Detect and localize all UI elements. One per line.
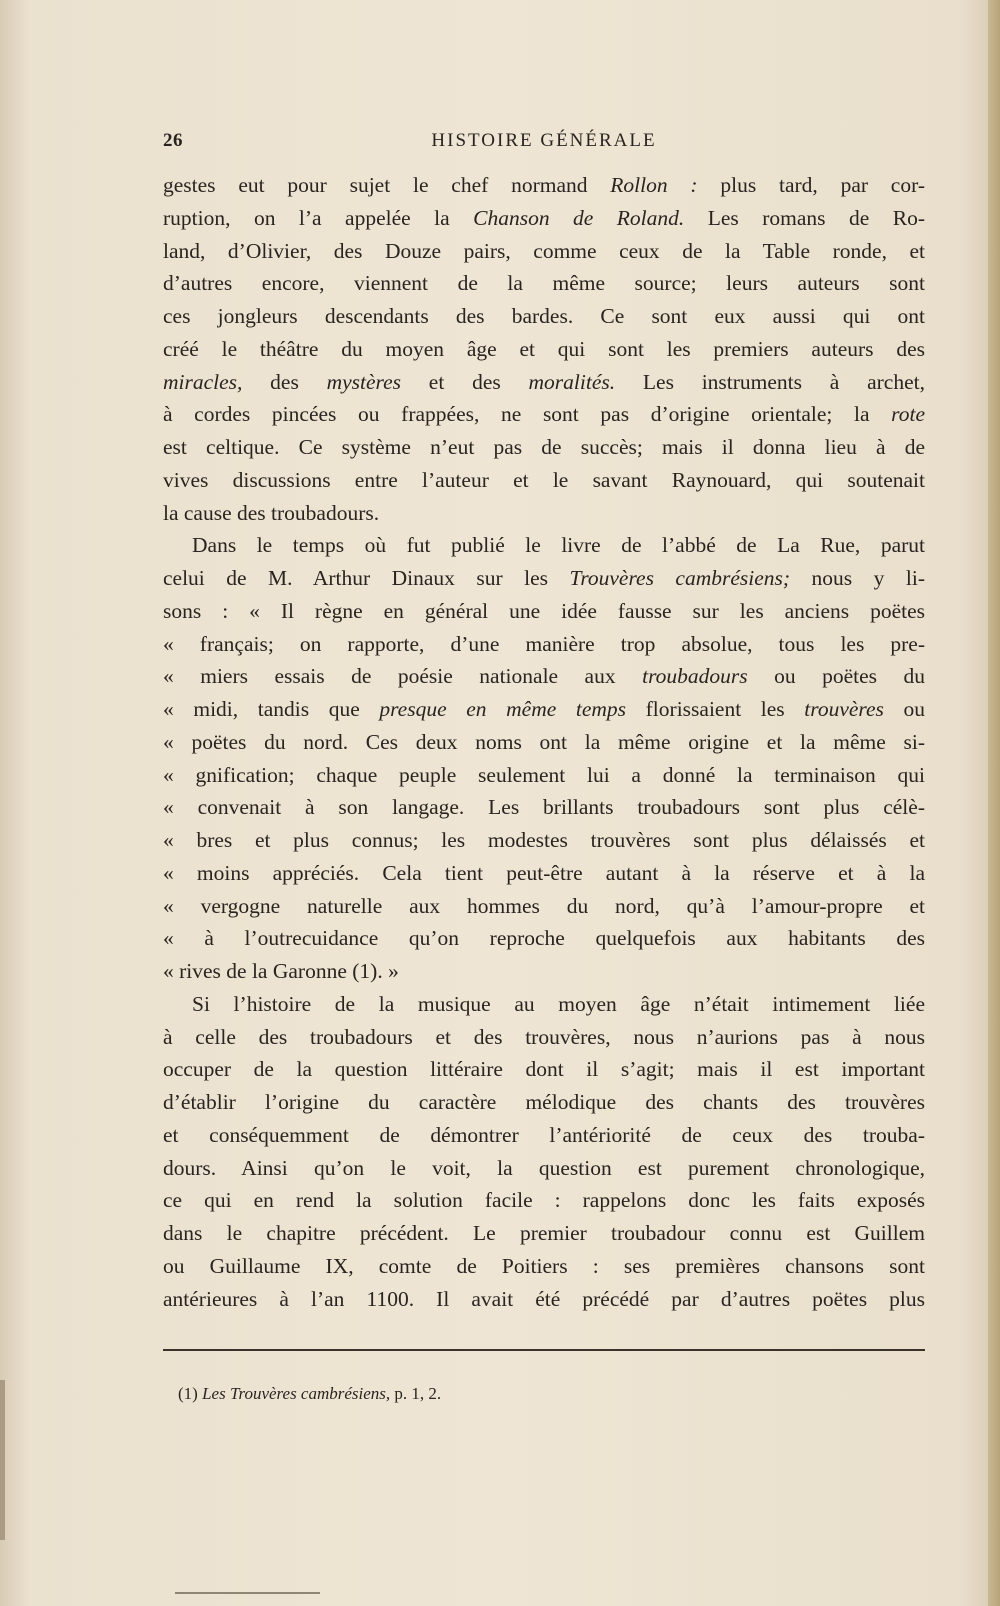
running-head: HISTOIRE GÉNÉRALE xyxy=(431,130,657,151)
text-run: « français; on rapporte, d’une manière trop absolue, tous les pre- xyxy=(163,631,925,656)
text-run: « vergogne naturelle aux hommes du nord, qu’à l’amour-propre et xyxy=(163,893,925,918)
text-run: celui de M. Arthur Dinaux sur les xyxy=(163,566,570,590)
text-run: Les instruments à archet, xyxy=(615,369,925,394)
italic-text: rote xyxy=(891,402,925,427)
text-run: p. 1, 2. xyxy=(390,1384,442,1403)
text-run: « à l’outrecuidance qu’on reproche quelquefois aux habitants des xyxy=(163,926,925,951)
italic-text: Chanson de Roland. xyxy=(473,205,685,230)
text-run: ces jongleurs descendants des bardes. Ce sont eux aussi qui ont xyxy=(163,304,925,328)
text-line xyxy=(163,628,925,661)
text-line xyxy=(163,1217,925,1250)
text-line xyxy=(163,922,925,955)
text-run: ce qui en rend la solution facile : rappelons donc les faits exposés xyxy=(163,1188,925,1213)
text-line xyxy=(163,267,925,300)
text-line xyxy=(163,202,925,235)
text-run: gestes eut pour sujet le chef normand xyxy=(163,173,611,197)
text-run: Dans le temps où fut publié le livre de l’abbé de La Rue, parut xyxy=(192,533,925,558)
text-line xyxy=(163,366,925,399)
text-line xyxy=(163,857,925,890)
italic-text: trouvères xyxy=(804,697,884,721)
text-run: et des xyxy=(401,369,529,394)
text-run: plus tard, par cor- xyxy=(697,173,925,197)
text-run: et conséquemment de démontrer l’antériorité de ceux des trouba- xyxy=(163,1122,925,1147)
text-run: dours. Ainsi qu’on le voit, la question est purement chronologique, xyxy=(163,1155,925,1180)
text-run: d’autres encore, viennent de la même source; leurs auteurs sont xyxy=(163,271,925,296)
text-run: ruption, on l’a appelée la xyxy=(163,205,474,230)
text-line xyxy=(163,529,925,562)
text-run: « rives de la Garonne (1). » xyxy=(163,959,399,983)
text-run: la cause des troubadours. xyxy=(163,500,380,525)
text-line xyxy=(163,1021,925,1054)
page-edge-left xyxy=(0,1380,5,1540)
italic-text: Trouvères cambrésiens; xyxy=(569,566,791,590)
text-run: à cordes pincées ou frappées, ne sont pas d’origine orientale; la xyxy=(163,402,892,427)
text-line xyxy=(163,398,925,431)
italic-text: Les Trouvères cambrésiens, xyxy=(202,1384,391,1403)
text-run: land, d’Olivier, des Douze pairs, comme ceux de la Table ronde, et xyxy=(163,238,925,263)
text-line xyxy=(163,1053,925,1086)
text-run: créé le théâtre du moyen âge et qui sont les premiers auteurs des xyxy=(163,336,925,361)
text-run: des xyxy=(242,369,327,394)
text-line xyxy=(163,169,925,202)
text-run: « midi, tandis que xyxy=(163,697,380,721)
text-line xyxy=(163,1086,925,1119)
text-line xyxy=(163,955,925,988)
italic-text: Rollon : xyxy=(610,173,698,197)
text-run: « convenait à son langage. Les brillants troubadours sont plus célè- xyxy=(163,795,925,820)
text-run: (1) xyxy=(178,1384,203,1403)
text-line xyxy=(163,1184,925,1217)
text-line xyxy=(163,759,925,792)
italic-text: miracles, xyxy=(163,369,243,394)
page-number: 26 xyxy=(163,130,183,151)
italic-text: moralités. xyxy=(528,369,616,394)
text-run: dans le chapitre précédent. Le premier troubadour connu est Guillem xyxy=(163,1221,925,1245)
text-line xyxy=(163,660,925,693)
page-edge-right xyxy=(988,0,1000,1606)
text-line xyxy=(163,595,925,628)
footnote xyxy=(178,1384,441,1404)
text-run: Les romans de Ro- xyxy=(684,205,925,230)
italic-text: troubadours xyxy=(642,664,748,689)
bottom-mark xyxy=(175,1592,320,1594)
text-line xyxy=(163,1283,925,1316)
text-line xyxy=(163,333,925,366)
text-line xyxy=(163,726,925,759)
text-line xyxy=(163,988,925,1021)
text-line xyxy=(163,464,925,497)
text-run: « gnification; chaque peuple seulement lui a donné la terminaison qui xyxy=(163,762,925,787)
text-run: sons : « Il règne en général une idée fausse sur les anciens poëtes xyxy=(163,598,925,623)
text-run: ou xyxy=(883,697,925,721)
text-line xyxy=(163,235,925,268)
text-run: ou poëtes du xyxy=(747,664,925,689)
text-run: « bres et plus connus; les modestes trouvères sont plus délaissés et xyxy=(163,828,925,852)
text-run: est celtique. Ce système n’eut pas de succès; mais il donna lieu à de xyxy=(163,435,925,459)
text-run: Si l’histoire de la musique au moyen âge n’était intimement liée xyxy=(192,991,925,1016)
text-line xyxy=(163,791,925,824)
text-run: ou Guillaume IX, comte de Poitiers : ses premières chansons sont xyxy=(163,1253,925,1278)
text-line xyxy=(163,693,925,726)
text-run: « miers essais de poésie nationale aux xyxy=(163,664,643,689)
italic-text: presque en même temps xyxy=(379,697,627,721)
italic-text: mystères xyxy=(326,369,402,394)
text-line xyxy=(163,300,925,333)
text-line xyxy=(163,1250,925,1283)
body-text xyxy=(163,169,925,1315)
text-run: « poëtes du nord. Ces deux noms ont la même origine et la même si- xyxy=(163,729,925,754)
text-line xyxy=(163,431,925,464)
text-run: occuper de la question littéraire dont il s’agit; mais il est important xyxy=(163,1057,925,1082)
text-line xyxy=(163,497,925,530)
text-line xyxy=(163,1152,925,1185)
page-header xyxy=(163,130,925,160)
text-line xyxy=(163,1119,925,1152)
text-run: « moins appréciés. Cela tient peut-être autant à la réserve et à la xyxy=(163,860,925,885)
footnote-rule xyxy=(163,1349,925,1351)
text-run: antérieures à l’an 1100. Il avait été précédé par d’autres poëtes plus xyxy=(163,1286,925,1311)
text-line xyxy=(163,824,925,857)
text-run: à celle des troubadours et des trouvères, nous n’aurions pas à nous xyxy=(163,1024,925,1049)
text-run: florissaient les xyxy=(626,697,805,721)
text-run: vives discussions entre l’auteur et le savant Raynouard, qui soutenait xyxy=(163,467,925,492)
text-run: nous y li- xyxy=(790,566,926,590)
text-line xyxy=(163,890,925,923)
text-line xyxy=(163,562,925,595)
text-run: d’établir l’origine du caractère mélodique des chants des trouvères xyxy=(163,1090,925,1114)
